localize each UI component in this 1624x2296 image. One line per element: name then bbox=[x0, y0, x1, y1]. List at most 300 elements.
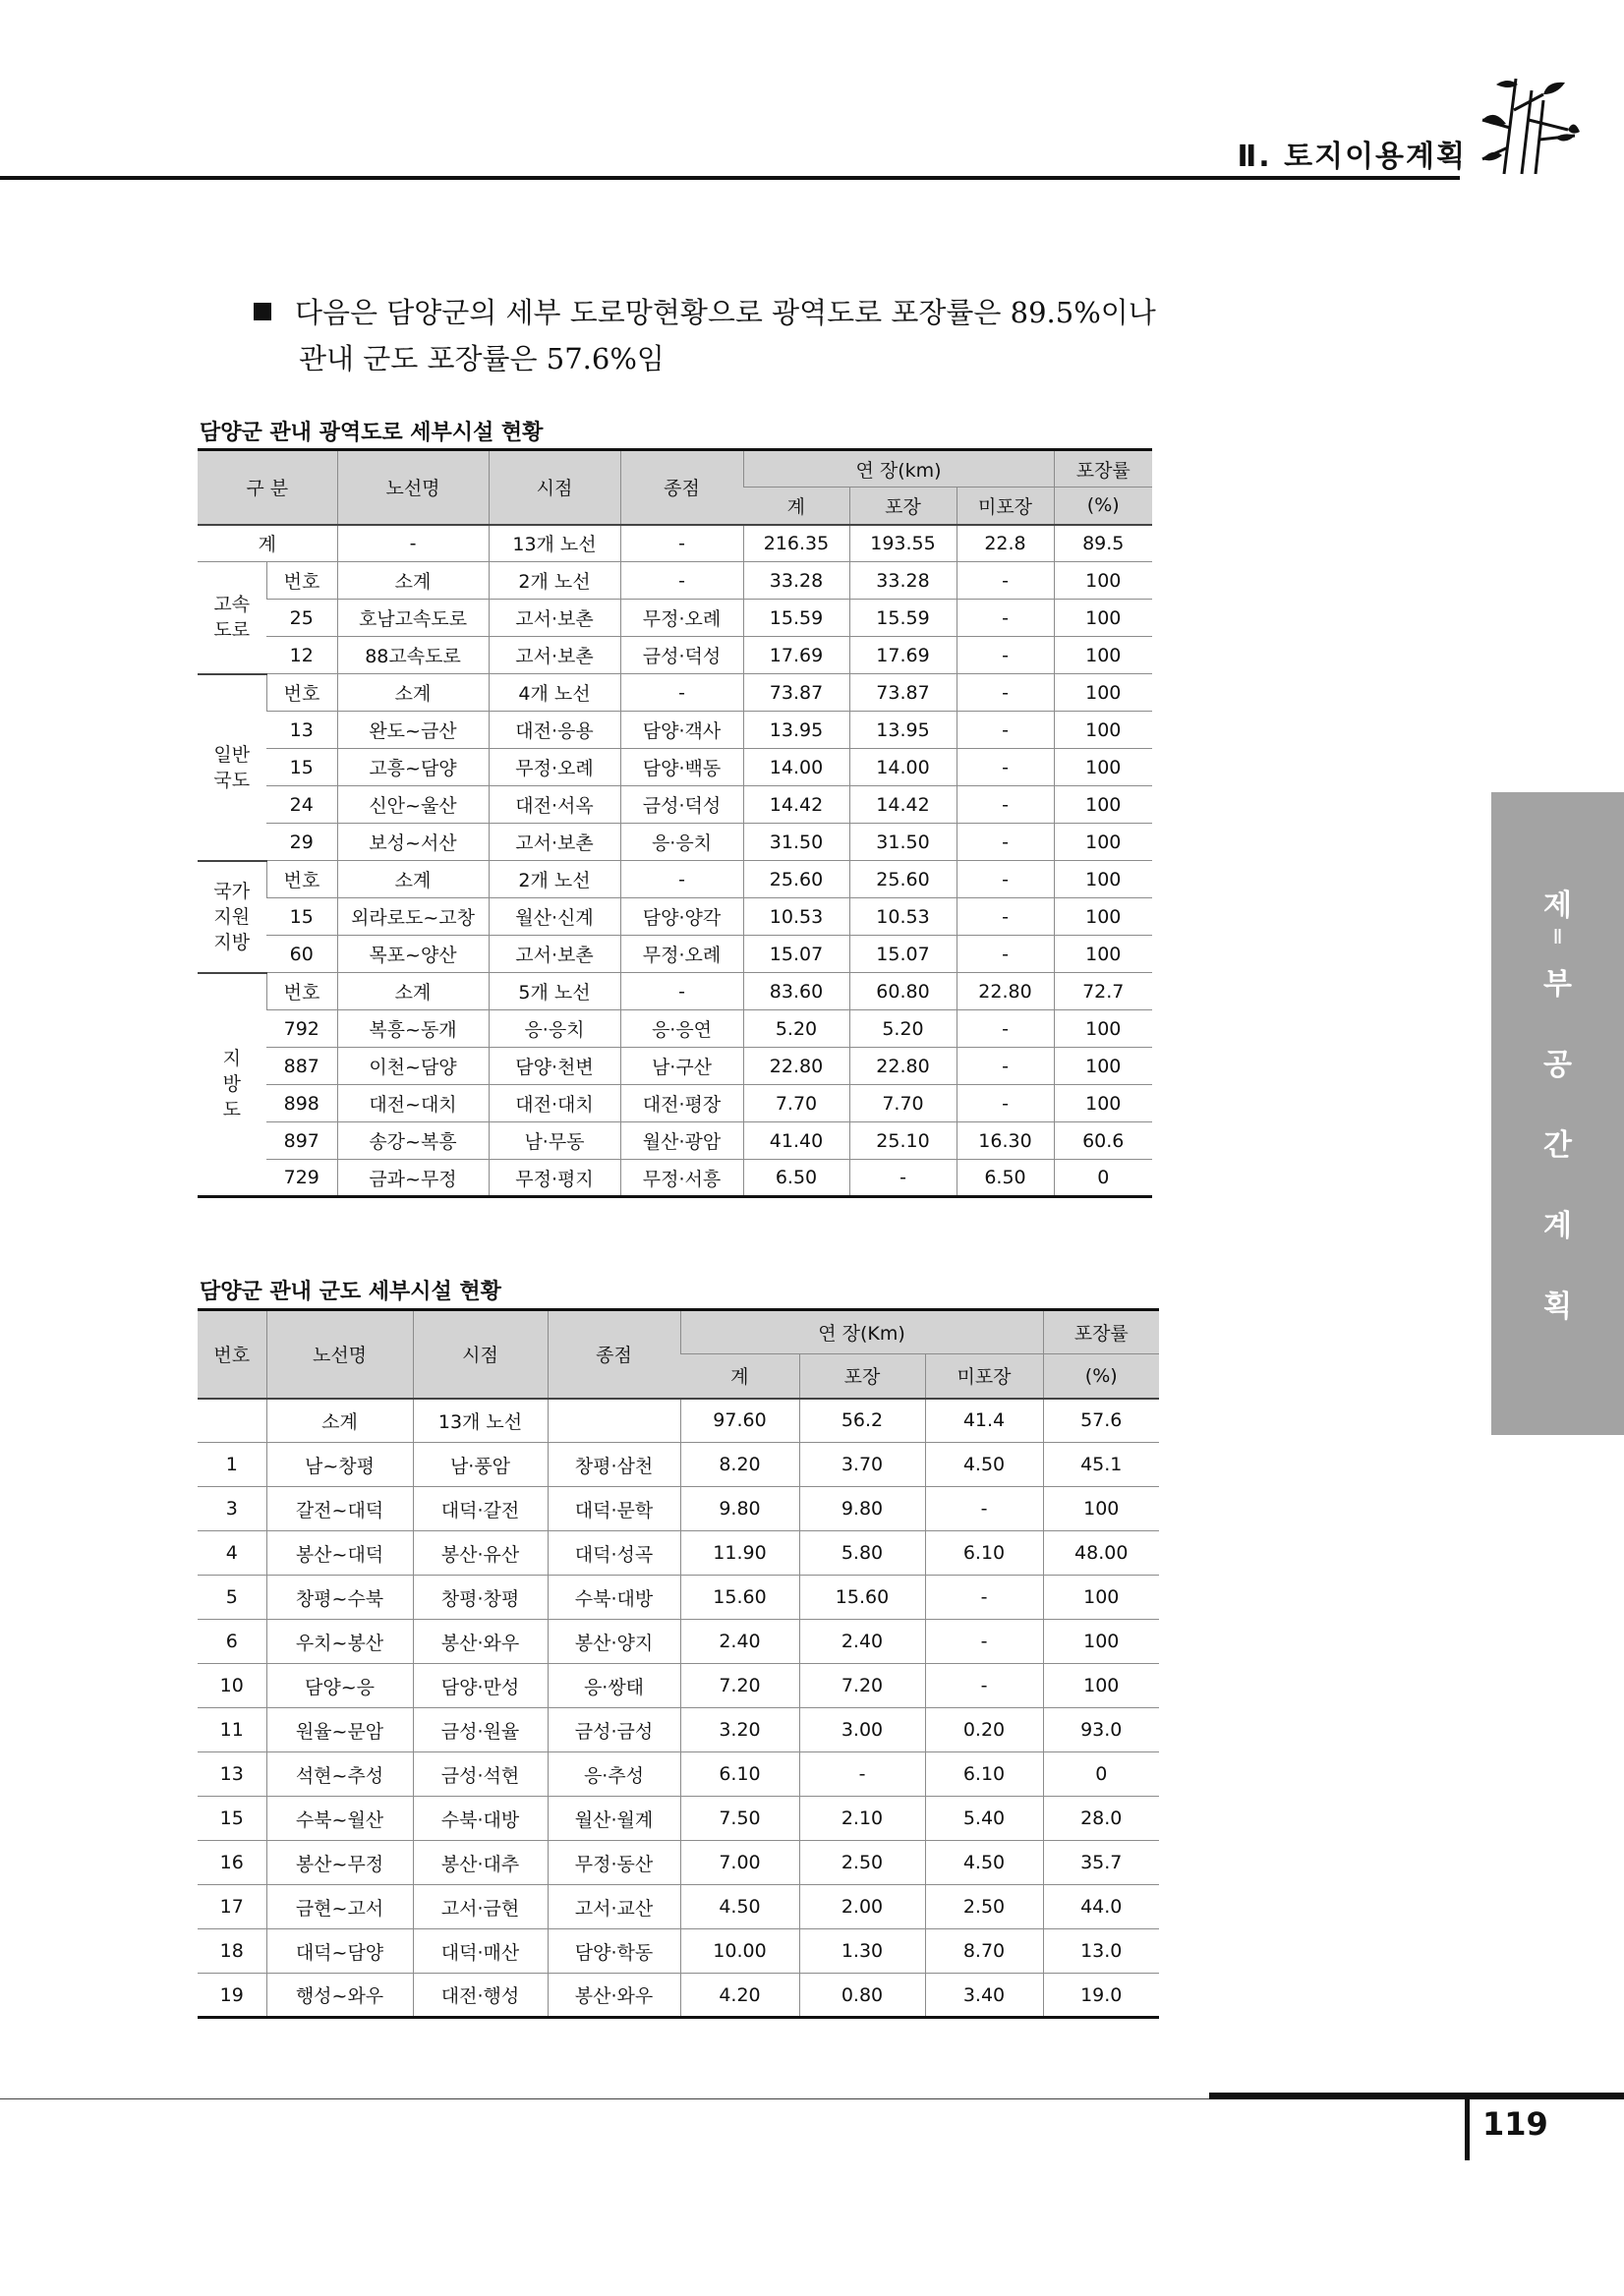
table-cell: 6 bbox=[198, 1620, 266, 1664]
table-cell: 소계 bbox=[337, 562, 489, 600]
table-cell: 고서·보촌 bbox=[489, 936, 620, 973]
table-cell: 15.60 bbox=[680, 1576, 799, 1620]
side-tab-char: 공 bbox=[1543, 1048, 1572, 1082]
table-cell: - bbox=[957, 936, 1054, 973]
table-cell: 4.20 bbox=[680, 1974, 799, 2018]
side-tab-char: 부 bbox=[1543, 967, 1572, 1002]
table-cell: 0 bbox=[1043, 1752, 1159, 1797]
table-cell: 담양·객사 bbox=[620, 712, 743, 749]
table2-caption: 담양군 관내 군도 세부시설 현황 bbox=[200, 1280, 501, 1304]
table-cell: 석현~추성 bbox=[266, 1752, 413, 1797]
table-cell: 7.50 bbox=[680, 1797, 799, 1841]
table-cell: - bbox=[957, 898, 1054, 936]
table-cell: 15.59 bbox=[743, 600, 849, 637]
table2-head-start: 시점 bbox=[413, 1310, 548, 1399]
table-cell: 갈전~대덕 bbox=[266, 1487, 413, 1531]
table-cell: 대전·응용 bbox=[489, 712, 620, 749]
side-tab-char: 간 bbox=[1543, 1128, 1572, 1163]
table1-head-start: 시점 bbox=[489, 450, 620, 525]
table-cell: 887 bbox=[266, 1048, 337, 1085]
table-cell: - bbox=[337, 525, 489, 562]
table-cell: 고흥~담양 bbox=[337, 749, 489, 786]
table-row bbox=[198, 1443, 1159, 1487]
table-cell: 25.10 bbox=[849, 1122, 957, 1160]
table-cell: 57.6 bbox=[1043, 1399, 1159, 1443]
table-cell: 100 bbox=[1043, 1576, 1159, 1620]
table-cell: 송강~복흥 bbox=[337, 1122, 489, 1160]
table-cell: 193.55 bbox=[849, 525, 957, 562]
table-cell: 100 bbox=[1054, 712, 1152, 749]
table-cell: 응·응치 bbox=[489, 1010, 620, 1048]
table-cell: 2.10 bbox=[799, 1797, 925, 1841]
table-cell: 고서·보촌 bbox=[489, 637, 620, 674]
table-cell: - bbox=[957, 824, 1054, 861]
table2-head-paved: 포장 bbox=[799, 1354, 925, 1399]
chapter-side-tab bbox=[1491, 792, 1624, 1435]
table-cell: 7.70 bbox=[849, 1085, 957, 1122]
table-cell: 25.60 bbox=[743, 861, 849, 898]
table-cell: 35.7 bbox=[1043, 1841, 1159, 1885]
table-cell: 7.20 bbox=[680, 1664, 799, 1708]
table1-header-row bbox=[198, 450, 1152, 488]
table-cell: - bbox=[799, 1752, 925, 1797]
table-cell: 13개 노선 bbox=[489, 525, 620, 562]
table-cell: 월산·광암 bbox=[620, 1122, 743, 1160]
table-cell: 3.20 bbox=[680, 1708, 799, 1752]
table-cell: 3.40 bbox=[925, 1974, 1043, 2018]
table-cell: 금성·석현 bbox=[413, 1752, 548, 1797]
table-cell: 100 bbox=[1054, 861, 1152, 898]
bamboo-icon bbox=[1475, 71, 1583, 179]
table-cell: 5.80 bbox=[799, 1531, 925, 1576]
table-cell: 대덕~담양 bbox=[266, 1929, 413, 1974]
table-cell: 금과~무정 bbox=[337, 1160, 489, 1197]
table-row bbox=[198, 1122, 1152, 1160]
side-tab-char: Ⅱ bbox=[1552, 925, 1563, 948]
intro-paragraph bbox=[254, 290, 1156, 382]
table-cell: 담양·백동 bbox=[620, 749, 743, 786]
table-cell: 2.40 bbox=[799, 1620, 925, 1664]
table-cell: 10.00 bbox=[680, 1929, 799, 1974]
table-cell: 10.53 bbox=[849, 898, 957, 936]
table-cell: 15.59 bbox=[849, 600, 957, 637]
table-cell: 봉산·대추 bbox=[413, 1841, 548, 1885]
table-cell: - bbox=[957, 674, 1054, 712]
table2-head-length: 연 장(Km) bbox=[680, 1310, 1043, 1354]
table2-head-rate: 포장률 bbox=[1043, 1310, 1159, 1354]
table-row bbox=[198, 637, 1152, 674]
table-cell: 73.87 bbox=[849, 674, 957, 712]
table-cell: 13.95 bbox=[849, 712, 957, 749]
table-cell: 6.10 bbox=[925, 1531, 1043, 1576]
table-cell: 수북·대방 bbox=[548, 1576, 680, 1620]
table-cell: 100 bbox=[1054, 637, 1152, 674]
table-cell: 5.40 bbox=[925, 1797, 1043, 1841]
table-row bbox=[198, 1929, 1159, 1974]
table-cell: 5.20 bbox=[743, 1010, 849, 1048]
table-cell: - bbox=[925, 1620, 1043, 1664]
table-cell: 0 bbox=[1054, 1160, 1152, 1197]
table1-head-paved: 포장 bbox=[849, 488, 957, 525]
table-cell: 대전·서옥 bbox=[489, 786, 620, 824]
table-row bbox=[198, 1841, 1159, 1885]
table-cell: - bbox=[620, 562, 743, 600]
table-cell: 소계 bbox=[337, 973, 489, 1010]
table-cell: 100 bbox=[1054, 1048, 1152, 1085]
table-cell: 3.00 bbox=[799, 1708, 925, 1752]
table-cell: 10.53 bbox=[743, 898, 849, 936]
table-cell: - bbox=[620, 525, 743, 562]
table1-head-unpaved: 미포장 bbox=[957, 488, 1054, 525]
table-cell: 6.50 bbox=[957, 1160, 1054, 1197]
table1 bbox=[198, 448, 1152, 1198]
page-number-bar bbox=[1465, 2098, 1470, 2160]
table-cell: 216.35 bbox=[743, 525, 849, 562]
table-cell: 금성·금성 bbox=[548, 1708, 680, 1752]
table-cell: 고서·금현 bbox=[413, 1885, 548, 1929]
table-cell: 100 bbox=[1054, 898, 1152, 936]
table-cell: 응·응치 bbox=[620, 824, 743, 861]
table-cell: 외라로도~고창 bbox=[337, 898, 489, 936]
table-cell: 대덕·갈전 bbox=[413, 1487, 548, 1531]
table-cell: 응·쌍태 bbox=[548, 1664, 680, 1708]
table-cell: 25 bbox=[266, 600, 337, 637]
table-cell: 4개 노선 bbox=[489, 674, 620, 712]
table-cell: - bbox=[957, 600, 1054, 637]
table-cell: 담양·양각 bbox=[620, 898, 743, 936]
table-cell: 45.1 bbox=[1043, 1443, 1159, 1487]
table-cell: 31.50 bbox=[743, 824, 849, 861]
table2-head-rate-unit: (%) bbox=[1043, 1354, 1159, 1399]
table-cell: 금성·원율 bbox=[413, 1708, 548, 1752]
table-cell: 창평·삼천 bbox=[548, 1443, 680, 1487]
table-cell: 대전·대치 bbox=[489, 1085, 620, 1122]
table-cell: 17 bbox=[198, 1885, 266, 1929]
table-cell: 15 bbox=[266, 898, 337, 936]
table-cell: 24 bbox=[266, 786, 337, 824]
table-cell: 13.95 bbox=[743, 712, 849, 749]
table-cell: 11 bbox=[198, 1708, 266, 1752]
table-cell: 무정·동산 bbox=[548, 1841, 680, 1885]
table-cell: 수북~월산 bbox=[266, 1797, 413, 1841]
table1-total-row bbox=[198, 525, 1152, 562]
table-cell: 월산·신계 bbox=[489, 898, 620, 936]
table-cell: 729 bbox=[266, 1160, 337, 1197]
table-cell: 5개 노선 bbox=[489, 973, 620, 1010]
table-cell: 담양·천변 bbox=[489, 1048, 620, 1085]
table-cell: 이천~담양 bbox=[337, 1048, 489, 1085]
table-cell: 13개 노선 bbox=[413, 1399, 548, 1443]
table-cell: 5.20 bbox=[849, 1010, 957, 1048]
table-cell: 83.60 bbox=[743, 973, 849, 1010]
table-cell: 번호 bbox=[266, 674, 337, 712]
table-cell: 14.42 bbox=[743, 786, 849, 824]
table-cell: 33.28 bbox=[743, 562, 849, 600]
table-row bbox=[198, 1664, 1159, 1708]
group-label: 국가 지원 지방 bbox=[198, 861, 266, 973]
table-row bbox=[198, 1487, 1159, 1531]
table-cell: 7.70 bbox=[743, 1085, 849, 1122]
table-cell: 고서·교산 bbox=[548, 1885, 680, 1929]
table-cell: 봉산·와우 bbox=[413, 1620, 548, 1664]
table-cell bbox=[198, 1399, 266, 1443]
table-cell: 898 bbox=[266, 1085, 337, 1122]
table-cell: 신안~울산 bbox=[337, 786, 489, 824]
table-row bbox=[198, 562, 1152, 600]
table1-head-length: 연 장(km) bbox=[743, 450, 1054, 488]
table-cell: 봉산~무정 bbox=[266, 1841, 413, 1885]
group-label: 지 방 도 bbox=[198, 973, 266, 1197]
table-cell: 남·무동 bbox=[489, 1122, 620, 1160]
table-cell: - bbox=[620, 861, 743, 898]
table-cell: 무정·오례 bbox=[489, 749, 620, 786]
table-cell: 창평·창평 bbox=[413, 1576, 548, 1620]
table-cell: 0.20 bbox=[925, 1708, 1043, 1752]
table-cell: 60 bbox=[266, 936, 337, 973]
intro-line-1: 다음은 담양군의 세부 도로망현황으로 광역도로 포장률은 89.5%이나 bbox=[295, 296, 1156, 329]
group-label: 고속 도로 bbox=[198, 562, 266, 674]
table-cell: 8.20 bbox=[680, 1443, 799, 1487]
table-cell: 100 bbox=[1054, 600, 1152, 637]
table-cell: 대덕·성곡 bbox=[548, 1531, 680, 1576]
table-cell: 19 bbox=[198, 1974, 266, 2018]
table-cell: 담양·학동 bbox=[548, 1929, 680, 1974]
table-cell: 4.50 bbox=[925, 1443, 1043, 1487]
table-cell: 22.80 bbox=[743, 1048, 849, 1085]
table-row bbox=[198, 861, 1152, 898]
intro-line-2: 관내 군도 포장률은 57.6%임 bbox=[299, 342, 665, 375]
table-cell: 22.8 bbox=[957, 525, 1054, 562]
table1-body bbox=[198, 562, 1152, 1197]
table-cell: 2.40 bbox=[680, 1620, 799, 1664]
table-cell: 100 bbox=[1054, 749, 1152, 786]
table-cell: 16 bbox=[198, 1841, 266, 1885]
table-cell: 25.60 bbox=[849, 861, 957, 898]
table-cell: 봉산~대덕 bbox=[266, 1531, 413, 1576]
table-cell: 56.2 bbox=[799, 1399, 925, 1443]
header-rule bbox=[0, 176, 1460, 180]
table-row bbox=[198, 1885, 1159, 1929]
table-cell: 13 bbox=[266, 712, 337, 749]
table2-head-end: 종점 bbox=[548, 1310, 680, 1399]
table-cell: 100 bbox=[1054, 562, 1152, 600]
table-cell: 41.4 bbox=[925, 1399, 1043, 1443]
table-cell: 2.50 bbox=[799, 1841, 925, 1885]
table-cell: - bbox=[957, 786, 1054, 824]
table-cell: 대덕·매산 bbox=[413, 1929, 548, 1974]
table-cell: 6.10 bbox=[925, 1752, 1043, 1797]
table-row bbox=[198, 1620, 1159, 1664]
table-cell: - bbox=[957, 1085, 1054, 1122]
table-cell: - bbox=[957, 749, 1054, 786]
side-tab-char: 제 bbox=[1543, 889, 1572, 923]
table-cell: 4 bbox=[198, 1531, 266, 1576]
table-cell: 번호 bbox=[266, 973, 337, 1010]
footer-rule-thick bbox=[1209, 2093, 1624, 2099]
page-number: 119 bbox=[1482, 2105, 1548, 2143]
table-cell: 97.60 bbox=[680, 1399, 799, 1443]
table-cell: 무정·오례 bbox=[620, 600, 743, 637]
table-row bbox=[198, 786, 1152, 824]
table-cell: 봉산·와우 bbox=[548, 1974, 680, 2018]
table-cell: 소계 bbox=[337, 861, 489, 898]
table-cell: - bbox=[957, 637, 1054, 674]
table-cell: 29 bbox=[266, 824, 337, 861]
table-cell: 15 bbox=[266, 749, 337, 786]
table-cell: 16.30 bbox=[957, 1122, 1054, 1160]
table-row bbox=[198, 1752, 1159, 1797]
table-cell: - bbox=[957, 712, 1054, 749]
table1-head-end: 종점 bbox=[620, 450, 743, 525]
table-cell: 22.80 bbox=[957, 973, 1054, 1010]
bullet-square-icon bbox=[254, 303, 271, 320]
table-cell: 13.0 bbox=[1043, 1929, 1159, 1974]
side-tab-char: 획 bbox=[1543, 1290, 1572, 1324]
table-cell: 12 bbox=[266, 637, 337, 674]
table-row bbox=[198, 1160, 1152, 1197]
table-cell: 0.80 bbox=[799, 1974, 925, 2018]
table-cell: 31.50 bbox=[849, 824, 957, 861]
table-cell: 9.80 bbox=[799, 1487, 925, 1531]
table-cell: 보성~서산 bbox=[337, 824, 489, 861]
table2-head-total: 계 bbox=[680, 1354, 799, 1399]
table-cell: 44.0 bbox=[1043, 1885, 1159, 1929]
table2-head-no: 번호 bbox=[198, 1310, 266, 1399]
table-row bbox=[198, 1797, 1159, 1841]
table-cell: 금현~고서 bbox=[266, 1885, 413, 1929]
table1-head-division: 구 분 bbox=[198, 450, 337, 525]
table-cell: 18 bbox=[198, 1929, 266, 1974]
table-cell: 2.50 bbox=[925, 1885, 1043, 1929]
table-row bbox=[198, 1085, 1152, 1122]
table-cell: 33.28 bbox=[849, 562, 957, 600]
table-cell: - bbox=[957, 861, 1054, 898]
table-cell: 남·구산 bbox=[620, 1048, 743, 1085]
table-cell: 행성~와우 bbox=[266, 1974, 413, 2018]
table-cell: 8.70 bbox=[925, 1929, 1043, 1974]
table-cell: 7.00 bbox=[680, 1841, 799, 1885]
table-cell: 우치~봉산 bbox=[266, 1620, 413, 1664]
table-cell: 월산·월계 bbox=[548, 1797, 680, 1841]
table-row bbox=[198, 973, 1152, 1010]
table-cell: 2개 노선 bbox=[489, 861, 620, 898]
table1-head-total: 계 bbox=[743, 488, 849, 525]
table-cell: 22.80 bbox=[849, 1048, 957, 1085]
table-cell: 2.00 bbox=[799, 1885, 925, 1929]
side-tab-char: 계 bbox=[1543, 1209, 1572, 1243]
table-cell: 4.50 bbox=[680, 1885, 799, 1929]
table-cell: 원율~문암 bbox=[266, 1708, 413, 1752]
table-cell: - bbox=[849, 1160, 957, 1197]
table-cell: 100 bbox=[1043, 1664, 1159, 1708]
table2 bbox=[198, 1308, 1159, 2019]
table-row bbox=[198, 824, 1152, 861]
table-cell: 소계 bbox=[337, 674, 489, 712]
table-row bbox=[198, 1576, 1159, 1620]
table2-header-row bbox=[198, 1310, 1159, 1354]
table-row bbox=[198, 600, 1152, 637]
table-cell: 6.50 bbox=[743, 1160, 849, 1197]
table2-body bbox=[198, 1399, 1159, 2018]
table1-head-rate-unit: (%) bbox=[1054, 488, 1152, 525]
table-cell: 소계 bbox=[266, 1399, 413, 1443]
table1-head-rate: 포장률 bbox=[1054, 450, 1152, 488]
table-row bbox=[198, 674, 1152, 712]
table-cell: - bbox=[925, 1576, 1043, 1620]
table-cell: 15.07 bbox=[849, 936, 957, 973]
table-cell: 3 bbox=[198, 1487, 266, 1531]
table-cell: - bbox=[925, 1487, 1043, 1531]
table-cell: 호남고속도로 bbox=[337, 600, 489, 637]
table-cell: 봉산·양지 bbox=[548, 1620, 680, 1664]
table-cell: 5 bbox=[198, 1576, 266, 1620]
table-row bbox=[198, 1010, 1152, 1048]
table-cell: 6.10 bbox=[680, 1752, 799, 1797]
table-row bbox=[198, 712, 1152, 749]
table-cell: 남·풍암 bbox=[413, 1443, 548, 1487]
table-cell: 완도~금산 bbox=[337, 712, 489, 749]
table-row bbox=[198, 936, 1152, 973]
table-row bbox=[198, 749, 1152, 786]
table-cell: 88고속도로 bbox=[337, 637, 489, 674]
table-cell: 792 bbox=[266, 1010, 337, 1048]
table-cell: 48.00 bbox=[1043, 1531, 1159, 1576]
table-cell: 1 bbox=[198, 1443, 266, 1487]
table2-head-route: 노선명 bbox=[266, 1310, 413, 1399]
table-cell: 100 bbox=[1054, 674, 1152, 712]
table-cell: 9.80 bbox=[680, 1487, 799, 1531]
table-cell: 72.7 bbox=[1054, 973, 1152, 1010]
table-cell: 번호 bbox=[266, 861, 337, 898]
table-cell: 15.60 bbox=[799, 1576, 925, 1620]
table-row bbox=[198, 1399, 1159, 1443]
table-cell: 수북·대방 bbox=[413, 1797, 548, 1841]
table-cell: 번호 bbox=[266, 562, 337, 600]
table-cell bbox=[548, 1399, 680, 1443]
table-cell: 17.69 bbox=[849, 637, 957, 674]
table-cell: - bbox=[620, 973, 743, 1010]
table-cell: 100 bbox=[1043, 1620, 1159, 1664]
table-row bbox=[198, 1048, 1152, 1085]
table-cell: 41.40 bbox=[743, 1122, 849, 1160]
table-cell: 담양·만성 bbox=[413, 1664, 548, 1708]
table-cell: - bbox=[620, 674, 743, 712]
table-cell: 복흥~동개 bbox=[337, 1010, 489, 1048]
table-cell: 4.50 bbox=[925, 1841, 1043, 1885]
table-cell: 무정·평지 bbox=[489, 1160, 620, 1197]
table-cell: 14.00 bbox=[849, 749, 957, 786]
table-cell: 100 bbox=[1054, 936, 1152, 973]
table-cell: 고서·보촌 bbox=[489, 600, 620, 637]
table-cell: 대덕·문학 bbox=[548, 1487, 680, 1531]
table-cell: 14.00 bbox=[743, 749, 849, 786]
table-cell: - bbox=[957, 562, 1054, 600]
table-cell: 73.87 bbox=[743, 674, 849, 712]
table-cell: - bbox=[957, 1048, 1054, 1085]
table-cell: 3.70 bbox=[799, 1443, 925, 1487]
table-cell: 담양~응 bbox=[266, 1664, 413, 1708]
table-cell: 89.5 bbox=[1054, 525, 1152, 562]
table-cell: 10 bbox=[198, 1664, 266, 1708]
table-cell: 11.90 bbox=[680, 1531, 799, 1576]
table1-head-route: 노선명 bbox=[337, 450, 489, 525]
table-cell: 응·응연 bbox=[620, 1010, 743, 1048]
table-row bbox=[198, 898, 1152, 936]
table-cell: 28.0 bbox=[1043, 1797, 1159, 1841]
table-row bbox=[198, 1974, 1159, 2018]
table-cell: 60.6 bbox=[1054, 1122, 1152, 1160]
table-cell: - bbox=[957, 1010, 1054, 1048]
